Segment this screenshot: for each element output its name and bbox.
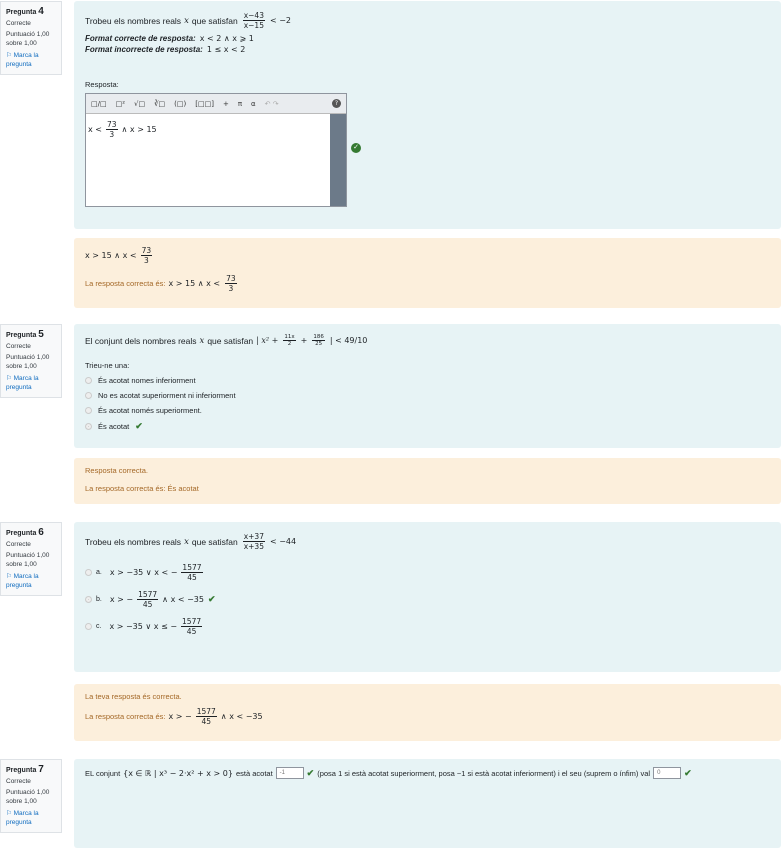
greek-tool-icon[interactable]: α <box>251 99 256 108</box>
flag-question-link[interactable]: ⚐ Marca la pregunta <box>6 52 39 68</box>
editor-toolbar <box>86 94 346 114</box>
choose-one-label: Trieu-ne una: <box>85 361 130 370</box>
fraction-tool-icon[interactable]: □/□ <box>91 99 107 108</box>
flag-icon: ⚐ <box>6 52 12 59</box>
question-feedback-4 <box>74 238 781 308</box>
flag-icon: ⚐ <box>6 810 12 817</box>
question-text: Trobeu els nombres reals x que satisfan $\frac{x+37}{x+35}$ < −44 <box>85 532 297 551</box>
question-info-7 <box>0 759 62 833</box>
flag-icon: ⚐ <box>6 375 12 382</box>
question-number: Pregunta 4 <box>6 6 44 17</box>
feedback-text: La teva resposta és correcta. <box>85 692 182 701</box>
feedback-text: Resposta correcta. <box>85 466 148 475</box>
cbrt-tool-icon[interactable]: ∛□ <box>154 99 166 108</box>
hand-tool-panel[interactable] <box>330 114 346 206</box>
radio-button-selected[interactable] <box>85 423 92 430</box>
matrix-tool-icon[interactable]: [□□] <box>195 99 214 108</box>
question-feedback-6 <box>74 684 781 741</box>
radio-button[interactable] <box>85 392 92 399</box>
editor-answer: x < $\frac{73}{3}$ ∧ x > 15 <box>88 120 157 139</box>
operators-tool-icon[interactable]: + <box>222 99 229 108</box>
question-formulation-6 <box>74 522 781 672</box>
option-c[interactable]: És acotat només superiorment. <box>85 406 770 415</box>
correct-answer: La resposta correcta és: x > 15 ∧ x < $\frac{73}{3}$ <box>85 274 236 293</box>
flag-question-link[interactable]: ⚐ Marca la pregunta <box>6 573 39 589</box>
question-info-4 <box>0 1 62 75</box>
undo-redo-icon[interactable]: ↶ ↷ <box>264 99 279 108</box>
answer-label: Resposta: <box>85 80 119 89</box>
flag-question-link[interactable]: ⚐ Marca la pregunta <box>6 375 39 391</box>
inequality-fraction: $\frac{x-43}{x-15}$ <box>243 11 264 30</box>
question-number: Pregunta 6 <box>6 527 44 538</box>
option-d[interactable]: És acotat ✔ <box>85 421 770 432</box>
correct-answer: La resposta correcta és: És acotat <box>85 484 199 493</box>
question-grade: Puntuació 1,00 sobre 1,00 <box>6 552 50 568</box>
question-grade: Puntuació 1,00 sobre 1,00 <box>6 354 50 370</box>
radio-button[interactable] <box>85 377 92 384</box>
question-state: Correcte <box>6 778 31 785</box>
format-correct: Format correcte de resposta: x < 2 ∧ x ⩾ 1 <box>85 34 254 43</box>
question-info-6 <box>0 522 62 596</box>
correct-check-icon: ✔ <box>306 767 315 778</box>
flag-question-link[interactable]: ⚐ Marca la pregunta <box>6 810 39 826</box>
option-a[interactable]: És acotat nomes inferiorment <box>85 376 770 385</box>
question-grade: Puntuació 1,00 sobre 1,00 <box>6 789 50 805</box>
editor-input-area[interactable] <box>86 114 346 206</box>
radio-button[interactable] <box>85 407 92 414</box>
question-text: Trobeu els nombres reals x que satisfan $\frac{x-43}{x-15}$ < −2 <box>85 11 292 30</box>
sqrt-tool-icon[interactable]: √□ <box>134 99 146 108</box>
option-b[interactable]: No es acotat superiorment ni inferiorment <box>85 391 770 400</box>
question-formulation-4 <box>74 1 781 229</box>
power-tool-icon[interactable]: □² <box>115 99 126 108</box>
parentheses-tool-icon[interactable]: (□) <box>174 99 187 108</box>
option-b[interactable]: b. x > − $\frac{1577}{45}$ ∧ x < −35 ✔ <box>85 590 770 609</box>
radio-button[interactable] <box>85 569 92 576</box>
question-text: El conjunt dels nombres reals x que satisfan | x² + $\frac{11x}{2}$ + $\frac{186}{25}$ | < 49/10 <box>85 334 368 347</box>
question-grade: Puntuació 1,00 sobre 1,00 <box>6 31 50 47</box>
bound-value-input[interactable]: 0 <box>653 767 681 779</box>
correct-check-icon: ✓ <box>351 143 361 153</box>
question-number: Pregunta 7 <box>6 764 44 775</box>
question-feedback-5 <box>74 458 781 504</box>
question-text: EL conjunt {x ∈ ℝ | x³ − 2·x² + x > 0} està acotat -1 ✔ (posa 1 si està acotat superiorment, posa −1 si està acotat inferiorment) i el seu (suprem o ínfim) val 0 ✔ <box>85 767 692 778</box>
correct-check-icon: ✔ <box>207 594 216 604</box>
question-number: Pregunta 5 <box>6 329 44 340</box>
question-state: Correcte <box>6 343 31 350</box>
inequality-fraction: $\frac{x+37}{x+35}$ <box>243 532 264 551</box>
bound-type-input[interactable]: -1 <box>276 767 304 779</box>
option-c[interactable]: c. x > −35 ∨ x ≤ − $\frac{1577}{45}$ <box>85 617 770 636</box>
correct-answer: La resposta correcta és: x > − $\frac{1577}{45}$ ∧ x < −35 <box>85 707 263 726</box>
radio-button[interactable] <box>85 623 92 630</box>
correct-check-icon: ✔ <box>135 421 143 431</box>
help-icon[interactable]: ? <box>332 99 341 108</box>
question-formulation-5 <box>74 324 781 448</box>
question-state: Correcte <box>6 541 31 548</box>
radio-button-selected[interactable] <box>85 596 92 603</box>
flag-icon: ⚐ <box>6 573 12 580</box>
question-state: Correcte <box>6 20 31 27</box>
format-incorrect: Format incorrecte de resposta: 1 ≤ x < 2 <box>85 45 246 54</box>
question-info-5 <box>0 324 62 398</box>
correct-check-icon: ✔ <box>684 767 692 778</box>
feedback-answer: x > 15 ∧ x < $\frac{73}{3}$ <box>85 246 152 265</box>
math-editor[interactable] <box>85 93 347 207</box>
pi-tool-icon[interactable]: π <box>237 99 243 108</box>
option-a[interactable]: a. x > −35 ∨ x < − $\frac{1577}{45}$ <box>85 563 770 582</box>
question-formulation-7 <box>74 759 781 848</box>
